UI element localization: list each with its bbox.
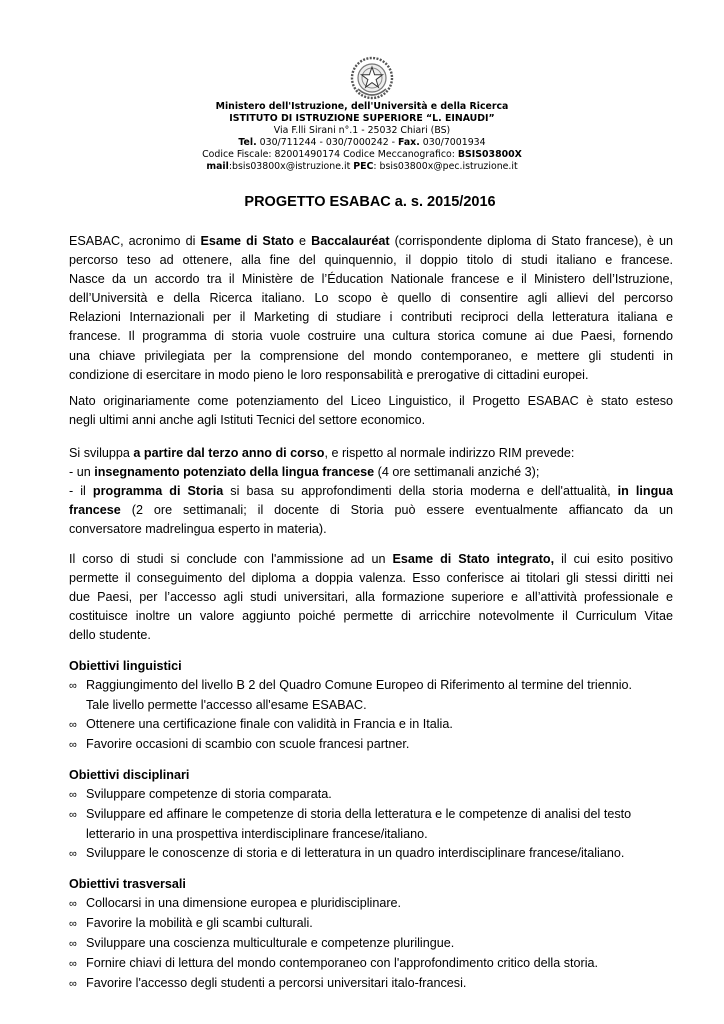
infinity-bullet-icon: ∞ <box>69 719 77 732</box>
infinity-bullet-icon: ∞ <box>69 898 77 910</box>
list-item: ∞ Favorire occasioni di scambio con scuole francesi partner. <box>69 735 699 755</box>
list-item: ∞ Sviluppare le conoscenze di storia e di letteratura in un quadro interdisciplinare francese/italiano. <box>69 844 699 864</box>
infinity-bullet-icon: ∞ <box>69 809 77 822</box>
infinity-bullet-icon: ∞ <box>69 680 77 692</box>
list-linguistici <box>69 676 699 755</box>
list-item-continuation: letterario in una prospettiva interdisciplinare francese/italiano. <box>86 827 428 842</box>
school-address: Via F.lli Sirani n°.1 - 25032 Chiari (BS) <box>273 125 451 136</box>
ministry-name: Ministero dell'Istruzione, dell'Università e della Ricerca <box>215 101 509 112</box>
infinity-bullet-icon: ∞ <box>69 739 77 752</box>
list-trasversali <box>69 894 699 994</box>
origin-paragraph: Nato originariamente come potenziamento del Liceo Linguistico, il Progetto ESABAC è stato esteso negli ultimi anni anche agli Istituti Tecnici del settore economico. <box>69 394 673 428</box>
list-item: ∞ Favorire la mobilità e gli scambi culturali. <box>69 914 699 934</box>
list-item: ∞ Sviluppare ed affinare le competenze di storia della letteratura e le competenze di analisi del testo <box>69 805 699 825</box>
school-name: ISTITUTO DI ISTRUZIONE SUPERIORE “L. EINAUDI” <box>229 113 495 124</box>
school-codes: Codice Fiscale: 82001490174 Codice Meccanografico: BSIS03800X <box>202 149 522 160</box>
italian-republic-emblem-icon <box>349 55 395 101</box>
exam-paragraph: Il corso di studi si conclude con l'ammissione ad un Esame di Stato integrato, il cui esito positivo permette il conseguimento del diploma a doppia valenza. Esso conferisce ai titolari gli stessi diritti nei due Paesi, per l’accesso agli studi universitari, alla formazione superiore e all’attività professionale e costituisce inoltre un valore aggiunto poiché permette di arricchire notevolmente il Curriculum Vitae dello studente. <box>69 552 673 643</box>
section-heading-trasversali: Obiettivi trasversali <box>69 877 186 891</box>
list-item: ∞ Fornire chiavi di lettura del mondo contemporaneo con l'approfondimento critico della storia. <box>69 954 699 974</box>
list-item: ∞ Sviluppare competenze di storia comparata. <box>69 785 699 805</box>
list-item: ∞ Sviluppare una coscienza multiculturale e competenze plurilingue. <box>69 934 699 954</box>
list-item-continuation: Tale livello permette l'accesso all'esame ESABAC. <box>86 698 367 713</box>
infinity-bullet-icon: ∞ <box>69 918 77 931</box>
document-title: PROGETTO ESABAC a. s. 2015/2016 <box>244 194 496 210</box>
school-phone-fax: Tel. 030/711244 - 030/7000242 - Fax. 030/7001934 <box>238 137 486 148</box>
infinity-bullet-icon: ∞ <box>69 958 77 971</box>
list-item: ∞ Collocarsi in una dimensione europea e pluridisciplinare. <box>69 894 699 914</box>
infinity-bullet-icon: ∞ <box>69 978 77 991</box>
section-heading-linguistici: Obiettivi linguistici <box>69 659 182 673</box>
list-item: ∞ Raggiungimento del livello B 2 del Quadro Comune Europeo di Riferimento al termine del triennio. <box>69 676 699 696</box>
infinity-bullet-icon: ∞ <box>69 789 77 801</box>
infinity-bullet-icon: ∞ <box>69 938 77 951</box>
structure-paragraph: Si sviluppa a partire dal terzo anno di corso, e rispetto al normale indirizzo RIM prevede: - un insegnamento potenziato della lingua francese (4 ore settimanali anziché 3); - il programma di Storia si basa su approfondimenti della storia moderna e dell'attualità, in lingua francese (2 ore settimanali; il docente di Storia può essere eventualmente affiancato da un conversatore madrelingua esperto in materia). <box>69 446 673 537</box>
intro-paragraph: ESABAC, acronimo di Esame di Stato e Baccalauréat (corrispondente diploma di Stato francese), è un percorso teso ad ottenere, alla fine del quinquennio, il doppio titolo di studi italiano e francese. Nasce da un accordo tra il Ministère de l’Éducation Nationale francese e il Ministero dell’Istruzione, dell’Università e della Ricerca italiano. Lo scopo è quello di consentire agli allievi del percorso Relazioni Internazionali per il Marketing di studiare i contributi reciproci della letteratura italiana e francese. Il programma di storia vuole costruire una cultura storica comune ai due Paesi, fornendo una chiave privilegiata per la comprensione del mondo contemporaneo, e mettere gli studenti in condizione di esercitare in modo pieno le loro responsabilità e prerogative di cittadini europei. <box>69 234 673 382</box>
list-item: ∞ Favorire l'accesso degli studenti a percorsi universitari italo-francesi. <box>69 974 699 994</box>
school-email: mail:bsis03800x@istruzione.it PEC: bsis03800x@pec.istruzione.it <box>206 161 518 172</box>
section-heading-disciplinari: Obiettivi disciplinari <box>69 768 190 782</box>
list-disciplinari <box>69 785 699 864</box>
list-item: ∞ Ottenere una certificazione finale con validità in Francia e in Italia. <box>69 715 699 735</box>
infinity-bullet-icon: ∞ <box>69 848 77 861</box>
